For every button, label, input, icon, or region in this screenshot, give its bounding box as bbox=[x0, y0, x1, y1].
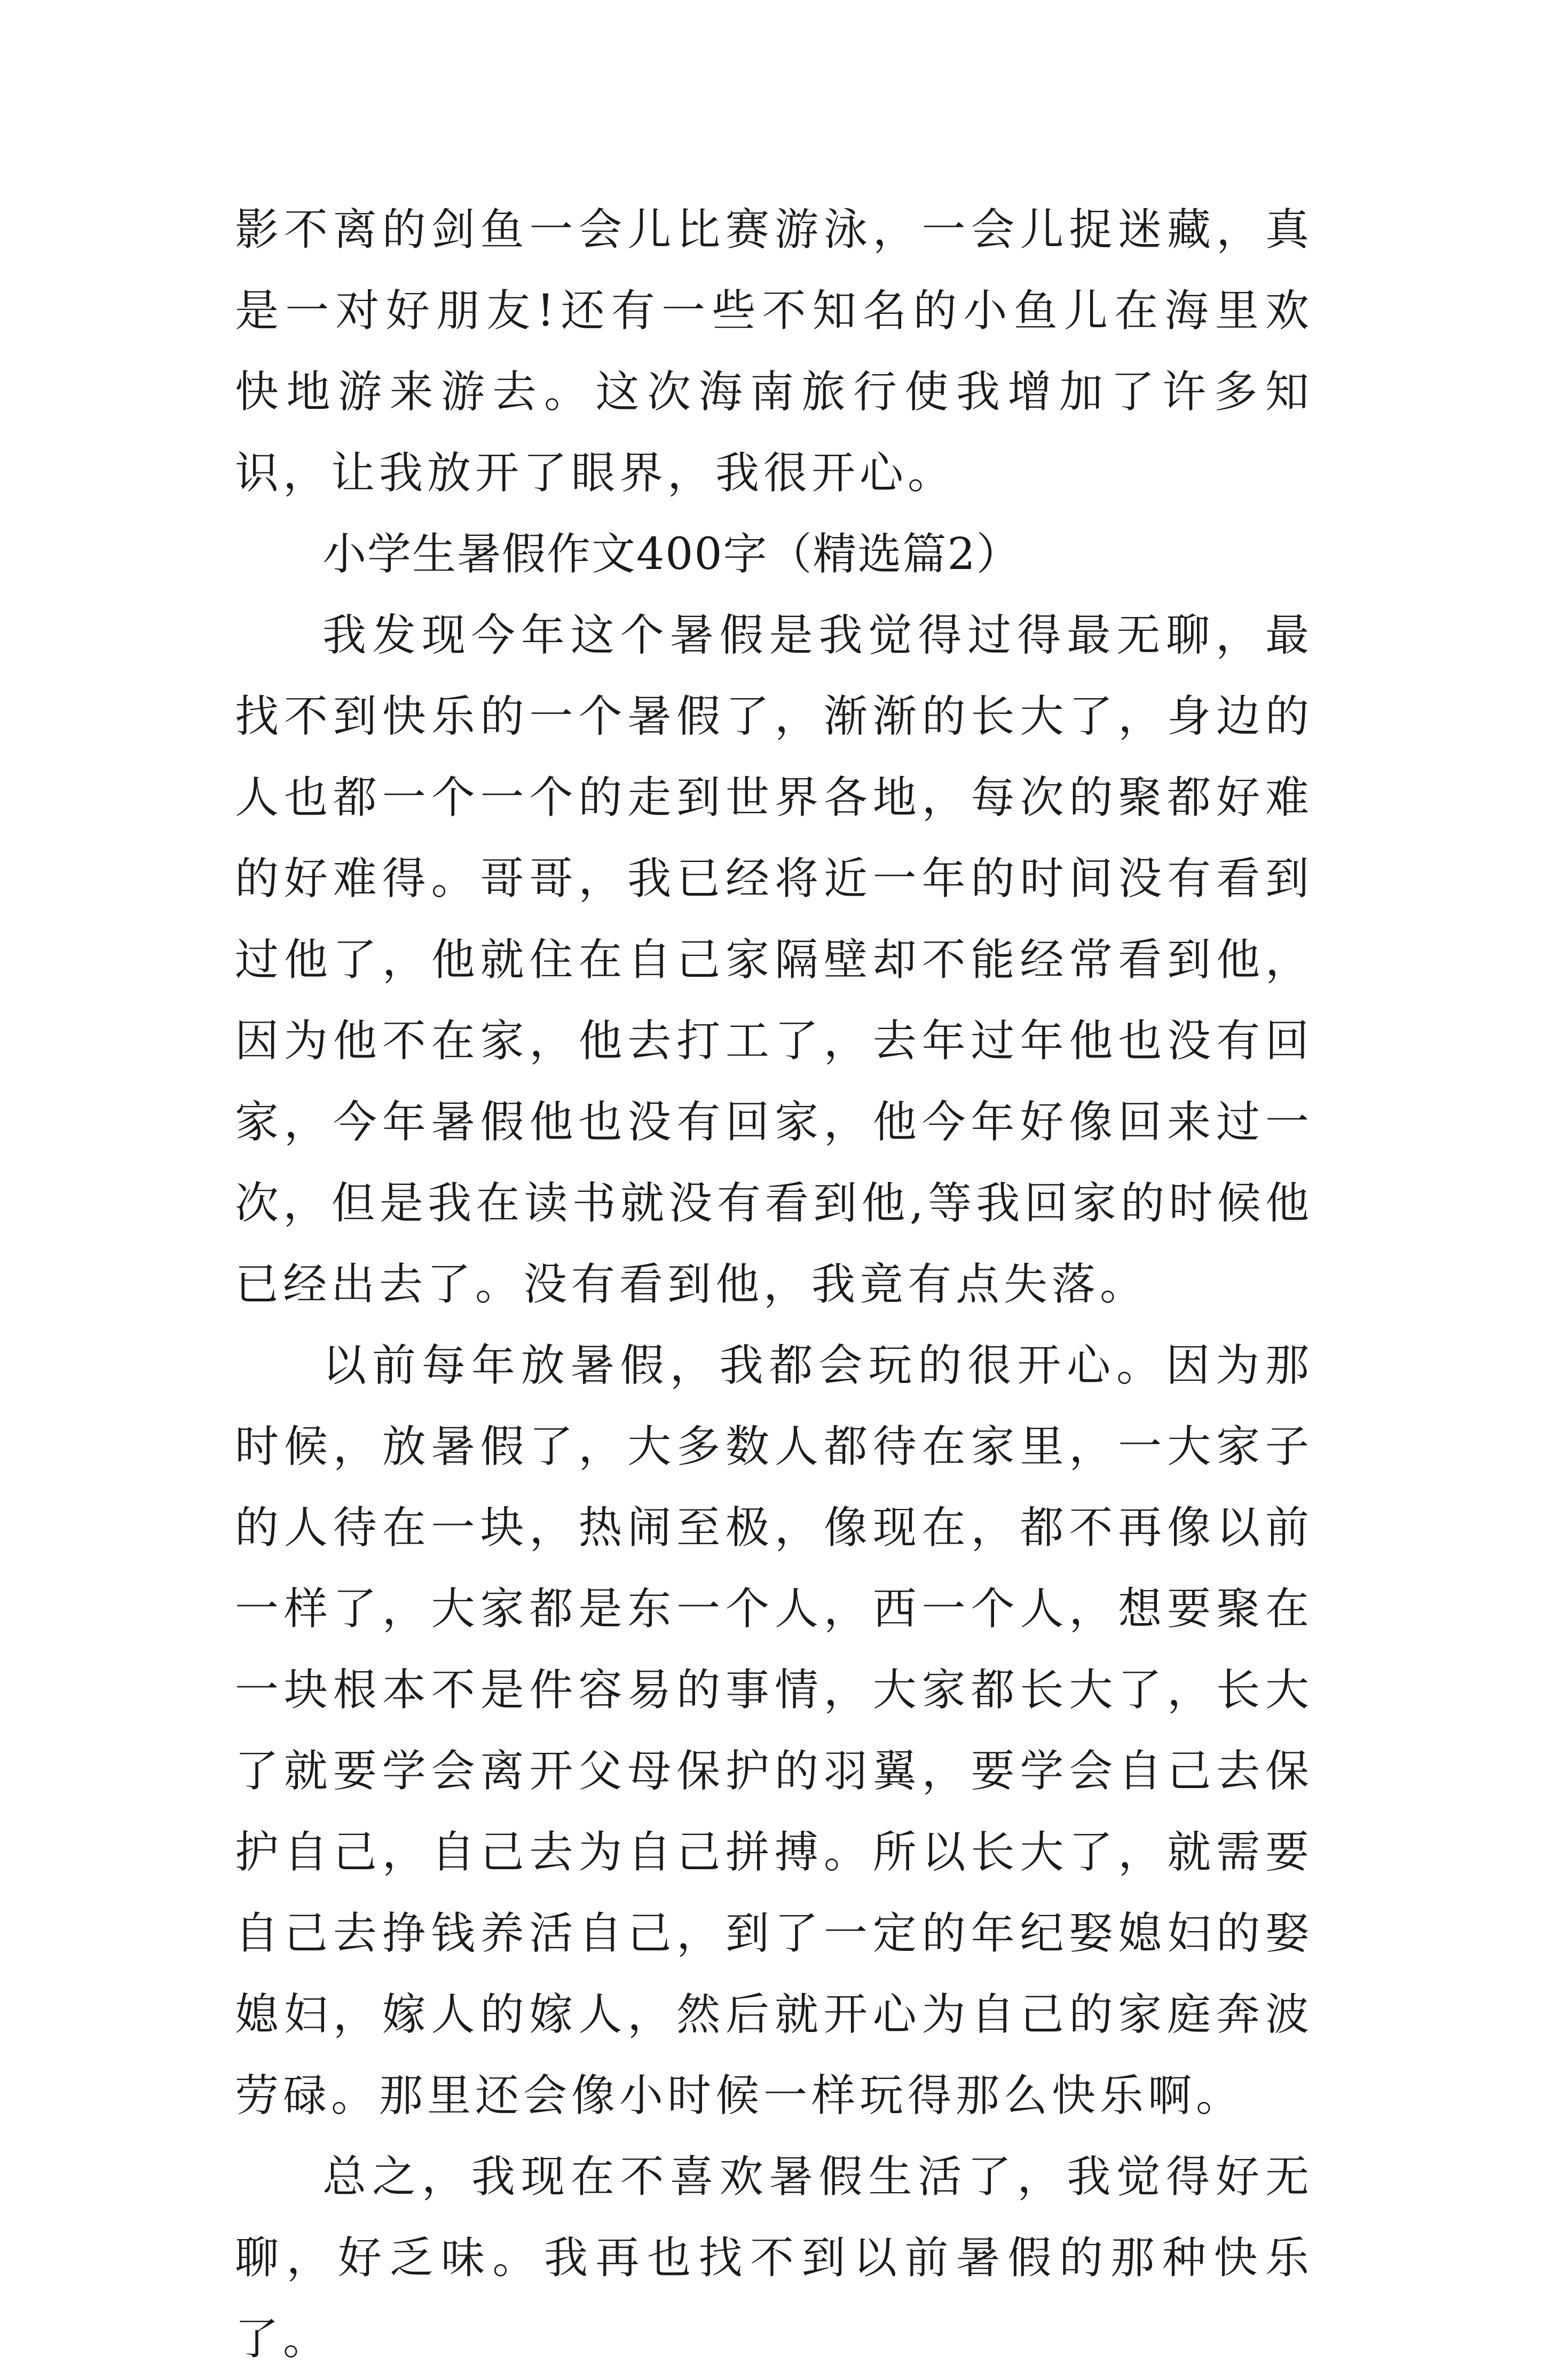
section-heading: 小学生暑假作文400字（精选篇2） bbox=[322, 529, 1021, 580]
continuation-paragraph: 影不离的剑鱼一会儿比赛游泳，一会儿捉迷藏，真是一对好朋友!还有一些不知名的小鱼儿在海里欢快地游来游去。这次海南旅行使我增加了许多知识，让我放开了眼界，我很开心。 bbox=[235, 204, 1313, 499]
body-paragraph: 我发现今年这个暑假是我觉得过得最无聊，最找不到快乐的一个暑假了，渐渐的长大了，身边的人也都一个一个的走到世界各地，每次的聚都好难的好难得。哥哥，我已经将近一年的时间没有看到过他了，他就住在自己家隔壁却不能经常看到他，因为他不在家，他去打工了，去年过年他也没有回家，今年暑假他也没有回家，他今年好像回来过一次，但是我在读书就没有看到他,等我回家的时候他已经出去了。没有看到他，我竟有点失落。 bbox=[235, 610, 1313, 1310]
body-paragraph: 以前每年放暑假，我都会玩的很开心。因为那时候，放暑假了，大多数人都待在家里，一大家子的人待在一块，热闹至极，像现在，都不再像以前一样了，大家都是东一个人，西一个人，想要聚在一块根本不是件容易的事情，大家都长大了，长大了就要学会离开父母保护的羽翼，要学会自己去保护自己，自己去为自己拼搏。所以长大了，就需要自己去挣钱养活自己，到了一定的年纪娶媳妇的娶媳妇，嫁人的嫁人，然后就开心为自己的家庭奔波劳碌。那里还会像小时候一样玩得那么快乐啊。 bbox=[235, 1340, 1313, 2121]
body-paragraph: 总之，我现在不喜欢暑假生活了，我觉得好无聊，好乏味。我再也找不到以前暑假的那种快乐了。 bbox=[235, 2152, 1313, 2365]
document-body bbox=[235, 189, 1313, 2380]
